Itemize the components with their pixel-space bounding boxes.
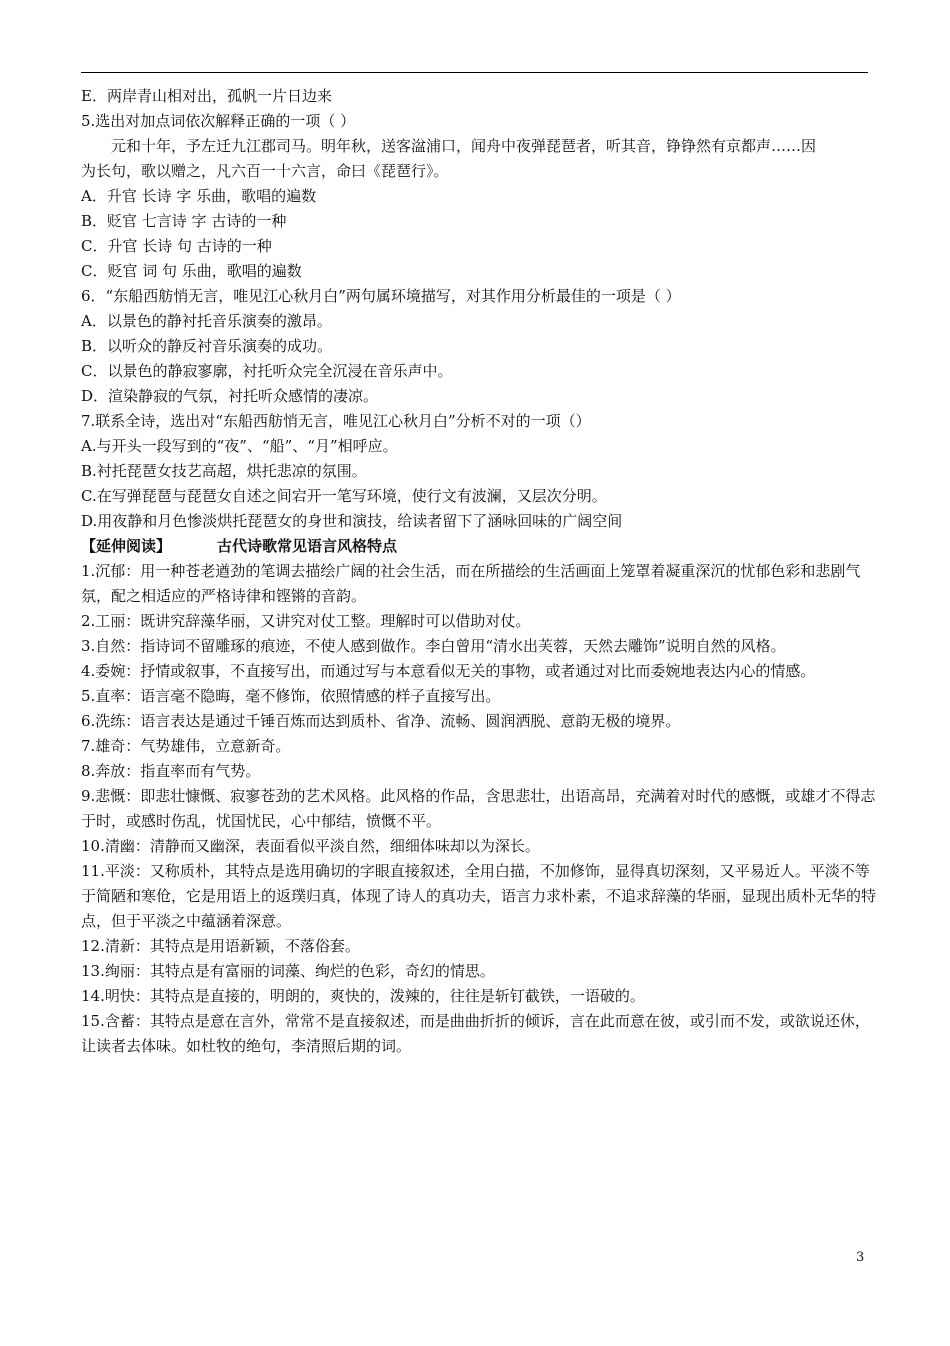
question-6-option-a: A．以景色的静衬托音乐演奏的激昂。 (81, 312, 332, 330)
style-item-4: 4.委婉：抒情或叙事，不直接写出，而通过写与本意看似无关的事物，或者通过对比而委婉地表达内心的情感。 (81, 662, 816, 680)
style-item-9: 9.悲慨：即悲壮慷慨、寂寥苍劲的艺术风格。此风格的作品，含思悲壮，出语高昂，充满着对时代的感慨，或雄才不得志于时，或感时伤乱，忧国忧民，心中郁结，愤慨不平。 (81, 787, 876, 830)
extended-reading-heading (81, 534, 881, 559)
question-6-stem: 6．“东船西舫悄无言，唯见江心秋月白”两句属环境描写，对其作用分析最佳的一项是（ ） (81, 287, 681, 305)
question-6-option-c: C．以景色的静寂寥廓，衬托听众完全沉浸在音乐声中。 (81, 362, 453, 380)
style-item-6: 6.洗练：语言表达是通过千锤百炼而达到质朴、省净、流畅、圆润洒脱、意韵无极的境界。 (81, 712, 681, 730)
style-item-7: 7.雄奇：气势雄伟，立意新奇。 (81, 737, 291, 755)
extended-reading-title: 古代诗歌常见语言风格特点 (217, 537, 398, 555)
style-item-15: 15.含蓄：其特点是意在言外，常常不是直接叙述，而是曲曲折折的倾诉，言在此而意在彼，或引而不发，或欲说还休，让读者去体味。如杜牧的绝句，李清照后期的词。 (81, 1012, 870, 1055)
question-7-option-c: C.在写弹琵琶与琵琶女自述之间宕开一笔写环境，使行文有波澜，又层次分明。 (81, 487, 607, 505)
style-item-14: 14.明快：其特点是直接的，明朗的，爽快的，泼辣的，往往是斩钉截铁，一语破的。 (81, 987, 645, 1005)
style-item-2: 2.工丽：既讲究辞藻华丽，又讲究对仗工整。理解时可以借助对仗。 (81, 612, 531, 630)
option-e: E．两岸青山相对出，孤帆一片日边来 (81, 87, 332, 105)
extended-reading-label: 【延伸阅读】 (81, 537, 172, 555)
question-7-stem: 7.联系全诗，选出对“东船西舫悄无言，唯见江心秋月白”分析不对的一项（） (81, 412, 591, 430)
question-7-option-a: A.与开头一段写到的“夜”、“船”、“月”相呼应。 (81, 437, 398, 455)
question-5-option-b: B．贬官 七言诗 字 古诗的一种 (81, 212, 287, 230)
question-6-option-d: D．渲染静寂的气氛，衬托听众感情的凄凉。 (81, 387, 379, 405)
style-item-3: 3.自然：指诗词不留雕琢的痕迹，不使人感到做作。李白曾用“清水出芙蓉，天然去雕饰”说明自然的风格。 (81, 637, 786, 655)
question-7-option-d: D.用夜静和月色惨淡烘托琵琶女的身世和演技，给读者留下了涵咏回味的广阔空间 (81, 512, 623, 530)
question-5-option-c2: C．贬官 词 句 乐曲，歌唱的遍数 (81, 262, 302, 280)
style-item-11: 11.平淡：又称质朴，其特点是选用确切的字眼直接叙述，全用白描，不加修饰，显得真切深刻，又平易近人。平淡不等于简陋和寒伧，它是用语上的返璞归真，体现了诗人的真功夫，语言力求朴素，不追求辞藻的华丽，显现出质朴无华的特点，但于平淡之中蕴涵着深意。 (81, 862, 877, 930)
style-item-10: 10.清幽：清静而又幽深，表面看似平淡自然，细细体味却以为深长。 (81, 837, 540, 855)
style-item-1: 1.沉郁：用一种苍老遒劲的笔调去描绘广阔的社会生活，而在所描绘的生活画面上笼罩着凝重深沉的忧郁色彩和悲剧气氛，配之相适应的严格诗律和铿锵的音韵。 (81, 562, 861, 605)
question-5-stem: 5.选出对加点词依次解释正确的一项（ ） (81, 112, 356, 130)
style-item-13: 13.绚丽：其特点是有富丽的词藻、绚烂的色彩，奇幻的情思。 (81, 962, 495, 980)
question-5-passage-line-1: 元和十年，予左迁九江郡司马。明年秋，送客湓浦口，闻舟中夜弹琵琶者，听其音，铮铮然有京都声……因 (111, 137, 817, 155)
question-5-passage-line-2: 为长句，歌以赠之，凡六百一十六言，命曰《琵琶行》。 (81, 162, 449, 180)
style-item-12: 12.清新：其特点是用语新颖，不落俗套。 (81, 937, 360, 955)
question-7-option-b: B.衬托琵琶女技艺高超，烘托悲凉的氛围。 (81, 462, 367, 480)
question-5-option-c: C．升官 长诗 句 古诗的一种 (81, 237, 272, 255)
question-5-option-a: A．升官 长诗 字 乐曲，歌唱的遍数 (81, 187, 317, 205)
document-body (81, 84, 881, 1059)
page-number: 3 (856, 1250, 865, 1265)
style-item-8: 8.奔放：指直率而有气势。 (81, 762, 261, 780)
question-6-option-b: B．以听众的静反衬音乐演奏的成功。 (81, 337, 333, 355)
header-rule (81, 72, 868, 73)
style-item-5: 5.直率：语言毫不隐晦，毫不修饰，依照情感的样子直接写出。 (81, 687, 501, 705)
